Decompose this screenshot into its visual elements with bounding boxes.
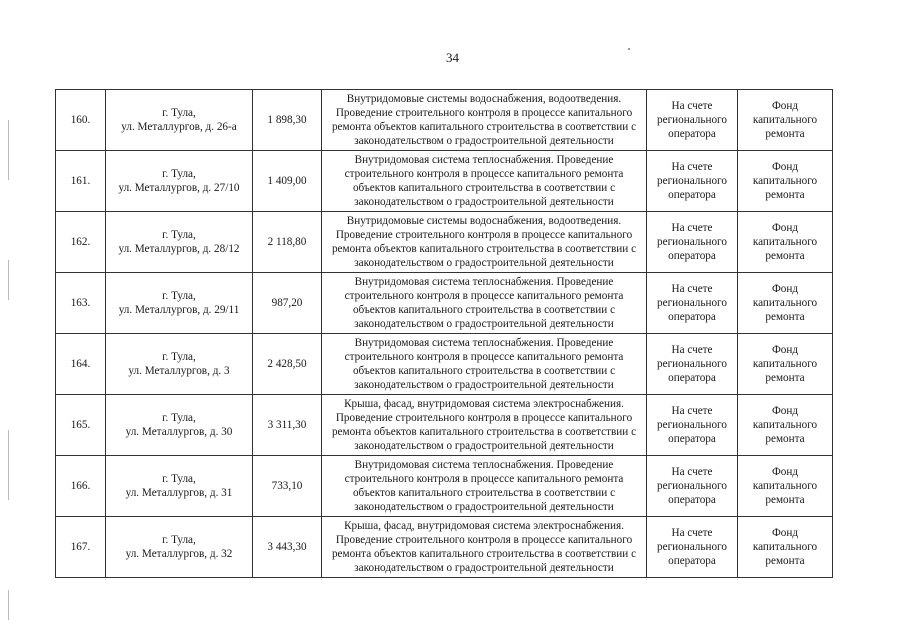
works-description-cell: Внутридомовая система теплоснабжения. Проведение строительного контроля в процессе капитального ремонта объектов капитального строительства в соответствии с законодательством о градостроительной деятельности [322, 456, 647, 517]
registry-body [56, 90, 833, 578]
fund-cell: Фонд капитального ремонта [738, 273, 833, 334]
table-row [56, 273, 833, 334]
address-city: г. Тула, [162, 290, 196, 302]
row-number: 161. [56, 151, 106, 212]
table-row [56, 456, 833, 517]
table-row [56, 517, 833, 578]
margin-mark [8, 590, 9, 620]
works-description-cell: Внутридомовая система теплоснабжения. Проведение строительного контроля в процессе капитального ремонта объектов капитального строительства в соответствии с законодательством о градостроительной деятельности [322, 334, 647, 395]
account-cell: На счете регионального оператора [647, 151, 738, 212]
address-city: г. Тула, [162, 534, 196, 546]
address-cell [106, 456, 253, 517]
works-description-cell: Внутридомовая система теплоснабжения. Проведение строительного контроля в процессе капитального ремонта объектов капитального строительства в соответствии с законодательством о градостроительной деятельности [322, 151, 647, 212]
table-row [56, 151, 833, 212]
fund-cell: Фонд капитального ремонта [738, 395, 833, 456]
margin-mark [8, 260, 9, 300]
margin-mark [8, 120, 9, 180]
row-number: 164. [56, 334, 106, 395]
address-cell [106, 151, 253, 212]
address-street: ул. Металлургов, д. 28/12 [118, 243, 240, 255]
address-city: г. Тула, [162, 351, 196, 363]
row-number: 166. [56, 456, 106, 517]
table-row [56, 395, 833, 456]
account-cell: На счете регионального оператора [647, 90, 738, 151]
works-description-cell: Крыша, фасад, внутридомовая система электроснабжения. Проведение строительного контроля в процессе капитального ремонта объектов капитального строительства в соответствии с законодательством о градостроительной деятельности [322, 517, 647, 578]
account-cell: На счете регионального оператора [647, 212, 738, 273]
address-cell [106, 517, 253, 578]
address-city: г. Тула, [162, 168, 196, 180]
address-cell [106, 273, 253, 334]
table-row [56, 90, 833, 151]
address-street: ул. Металлургов, д. 3 [128, 365, 230, 377]
address-city: г. Тула, [162, 107, 196, 119]
account-cell: На счете регионального оператора [647, 395, 738, 456]
cost-cell: 3 311,30 [253, 395, 322, 456]
row-number: 167. [56, 517, 106, 578]
row-number: 163. [56, 273, 106, 334]
address-street: ул. Металлургов, д. 26-а [121, 121, 237, 133]
address-city: г. Тула, [162, 473, 196, 485]
scan-speck [628, 48, 630, 50]
cost-cell: 2 118,80 [253, 212, 322, 273]
page-number: 34 [446, 50, 459, 65]
address-city: г. Тула, [162, 412, 196, 424]
works-description-cell: Внутридомовые системы водоснабжения, водоотведения. Проведение строительного контроля в процессе капитального ремонта объектов капитального строительства в соответствии с законодательством о градостроительной деятельности [322, 212, 647, 273]
cost-cell: 987,20 [253, 273, 322, 334]
address-street: ул. Металлургов, д. 30 [125, 426, 233, 438]
repair-registry-table [55, 89, 833, 578]
account-cell: На счете регионального оператора [647, 273, 738, 334]
fund-cell: Фонд капитального ремонта [738, 334, 833, 395]
cost-cell: 733,10 [253, 456, 322, 517]
address-street: ул. Металлургов, д. 31 [125, 487, 233, 499]
address-street: ул. Металлургов, д. 29/11 [118, 304, 240, 316]
row-number: 165. [56, 395, 106, 456]
table-row [56, 334, 833, 395]
cost-cell: 1 409,00 [253, 151, 322, 212]
fund-cell: Фонд капитального ремонта [738, 456, 833, 517]
fund-cell: Фонд капитального ремонта [738, 212, 833, 273]
cost-cell: 3 443,30 [253, 517, 322, 578]
works-description-cell: Внутридомовая система теплоснабжения. Проведение строительного контроля в процессе капитального ремонта объектов капитального строительства в соответствии с законодательством о градостроительной деятельности [322, 273, 647, 334]
cost-cell: 1 898,30 [253, 90, 322, 151]
address-cell [106, 212, 253, 273]
works-description-cell: Крыша, фасад, внутридомовая система электроснабжения. Проведение строительного контроля в процессе капитального ремонта объектов капитального строительства в соответствии с законодательством о градостроительной деятельности [322, 395, 647, 456]
row-number: 160. [56, 90, 106, 151]
works-description-cell: Внутридомовые системы водоснабжения, водоотведения. Проведение строительного контроля в процессе капитального ремонта объектов капитального строительства в соответствии с законодательством о градостроительной деятельности [322, 90, 647, 151]
address-cell [106, 334, 253, 395]
address-cell [106, 395, 253, 456]
address-cell [106, 90, 253, 151]
fund-cell: Фонд капитального ремонта [738, 517, 833, 578]
margin-mark [8, 430, 9, 500]
address-street: ул. Металлургов, д. 27/10 [118, 182, 240, 194]
account-cell: На счете регионального оператора [647, 456, 738, 517]
cost-cell: 2 428,50 [253, 334, 322, 395]
fund-cell: Фонд капитального ремонта [738, 90, 833, 151]
account-cell: На счете регионального оператора [647, 334, 738, 395]
address-city: г. Тула, [162, 229, 196, 241]
row-number: 162. [56, 212, 106, 273]
fund-cell: Фонд капитального ремонта [738, 151, 833, 212]
table-row [56, 212, 833, 273]
address-street: ул. Металлургов, д. 32 [125, 548, 233, 560]
account-cell: На счете регионального оператора [647, 517, 738, 578]
